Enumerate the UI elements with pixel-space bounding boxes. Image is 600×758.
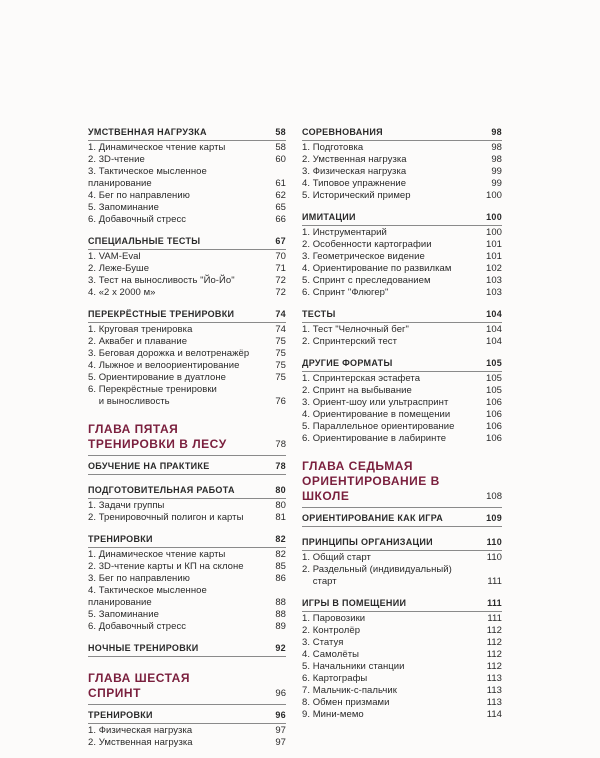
entry-page-number: 88 [275,597,286,608]
entry-page-number: 99 [491,178,502,189]
section-page-number: 58 [275,127,286,137]
toc-entry[interactable] [302,166,502,178]
toc-entry[interactable] [302,552,502,564]
toc-entry[interactable] [302,637,502,649]
entry-title: 6. Спринт "Флюгер" [302,287,389,298]
section-page-number: 67 [275,236,286,246]
toc-entry[interactable] [302,685,502,697]
toc-entry[interactable] [88,360,286,372]
entry-page-number: 98 [491,154,502,165]
toc-column-left [88,126,286,758]
entry-page-number: 71 [275,263,286,274]
entry-title: 5. Ориентирование в дуатлоне [88,372,226,383]
divider [88,249,286,250]
entry-page-number: 81 [275,512,286,523]
toc-entry[interactable] [302,709,502,721]
toc-section [88,235,286,299]
toc-entry[interactable] [88,178,286,190]
section-heading[interactable] [88,709,286,721]
entry-page-number: 106 [485,421,502,432]
entry-page-number: 97 [275,725,286,736]
entry-page-number: 106 [485,397,502,408]
entry-page-number: 74 [275,324,286,335]
section-title: УМСТВЕННАЯ НАГРУЗКА [88,127,207,137]
entry-page-number: 66 [275,214,286,225]
section-title: НОЧНЫЕ ТРЕНИРОВКИ [88,643,199,653]
toc-column-right [302,126,502,730]
entry-title: 2. Раздельный (индивидуальный) [302,564,452,575]
entry-title: 2. Контролёр [302,625,361,636]
toc-entry[interactable] [302,263,502,275]
section-page-number: 78 [275,461,286,471]
section-title: ПОДГОТОВИТЕЛЬНАЯ РАБОТА [88,485,235,495]
entry-page-number: 101 [485,251,502,262]
divider [88,322,286,323]
entry-page-number: 72 [275,287,286,298]
entry-page-number: 82 [275,549,286,560]
toc-entry[interactable] [302,661,502,673]
entry-page-number: 103 [485,287,502,298]
entry-title: 1. Подготовка [302,142,364,153]
chapter-label: ГЛАВА ШЕСТАЯ [88,671,190,685]
section-heading[interactable] [302,308,502,320]
toc-entry[interactable] [302,251,502,263]
entry-page-number: 75 [275,360,286,371]
section-heading[interactable] [302,597,502,609]
entry-title: планирование [88,178,152,189]
section-title: ИМИТАЦИИ [302,212,356,222]
section-page-number: 105 [486,358,502,368]
entry-page-number: 110 [486,552,502,563]
entry-title: 2. Спринт на выбывание [302,385,412,396]
toc-entry[interactable] [302,625,502,637]
toc-entry[interactable] [302,649,502,661]
entry-title: 6. Добавочный стресс [88,214,187,225]
toc-entry[interactable] [88,512,286,524]
section-heading[interactable] [302,126,502,138]
entry-page-number: 111 [487,613,502,624]
entry-title: 6. Перекрёстные тренировки [88,384,217,395]
toc-entry[interactable] [88,396,286,408]
entry-page-number: 75 [275,372,286,383]
entry-title: 4. Типовое упражнение [302,178,407,189]
entry-page-number: 80 [275,500,286,511]
entry-title: 5. Спринт с преследованием [302,275,431,286]
entry-title: 4. Ориентирование в помещении [302,409,451,420]
entry-title: 5. Запоминание [88,202,159,213]
section-title: ТРЕНИРОВКИ [88,710,153,720]
entry-title: 3. Ориент-шоу или ультраспринт [302,397,449,408]
entry-title: 5. Параллельное ориентирование [302,421,455,432]
entry-title: планирование [88,597,152,608]
toc-entry[interactable] [88,609,286,621]
entry-page-number: 76 [275,396,286,407]
chapter-page-number: 78 [275,439,286,450]
toc-entry[interactable] [88,336,286,348]
toc-entry[interactable] [88,251,286,263]
entry-page-number: 112 [486,649,502,660]
entry-title: 2. 3D-чтение карты и КП на склоне [88,561,244,572]
entry-title: 1. Физическая нагрузка [88,725,193,736]
section-title: ТРЕНИРОВКИ [88,534,153,544]
toc-entry[interactable] [88,263,286,275]
entry-page-number: 113 [486,697,502,708]
chapter-label: ГЛАВА ПЯТАЯ [88,422,179,436]
divider [88,474,286,475]
divider [302,140,502,141]
entry-page-number: 104 [485,336,502,347]
entry-page-number: 88 [275,609,286,620]
entry-title: 2. Аквабег и плавание [88,336,188,347]
toc-section [88,709,286,749]
toc-section [88,642,286,657]
toc-entry[interactable] [88,725,286,737]
section-page-number: 92 [275,643,286,653]
entry-page-number: 75 [275,348,286,359]
toc-entry[interactable] [302,385,502,397]
toc-entry[interactable] [88,573,286,585]
section-page-number: 80 [275,485,286,495]
chapter-label: ГЛАВА СЕДЬМАЯ [302,459,413,473]
toc-entry[interactable] [88,190,286,202]
section-title: СПЕЦИАЛЬНЫЕ ТЕСТЫ [88,236,201,246]
entry-page-number: 112 [486,637,502,648]
section-heading[interactable] [88,460,286,472]
toc-entry[interactable] [302,564,502,576]
section-title: СОРЕВНОВАНИЯ [302,127,383,137]
toc-entry[interactable] [88,142,286,154]
section-page-number: 104 [486,309,502,319]
entry-page-number: 104 [485,324,502,335]
toc-entry[interactable] [302,336,502,348]
toc-entry[interactable] [88,287,286,299]
entry-title: 4. Тактическое мысленное [88,585,207,596]
entry-title: 2. Умственная нагрузка [88,737,193,748]
section-page-number: 109 [486,513,502,523]
section-page-number: 74 [275,309,286,319]
entry-title: 8. Обмен призмами [302,697,390,708]
entry-title: 6. Картографы [302,673,368,684]
toc-entry[interactable] [302,227,502,239]
entry-page-number: 62 [275,190,286,201]
toc-section [302,357,502,445]
toc-entry[interactable] [88,372,286,384]
toc-section [302,308,502,348]
section-page-number: 96 [275,710,286,720]
toc-entry[interactable] [88,154,286,166]
entry-page-number: 86 [275,573,286,584]
entry-title: 1. Спринтерская эстафета [302,373,421,384]
toc-entry[interactable] [302,397,502,409]
toc-section [88,484,286,524]
toc-section [302,126,502,202]
divider [88,723,286,724]
toc-entry[interactable] [302,324,502,336]
toc-entry[interactable] [302,275,502,287]
toc-entry[interactable] [302,239,502,251]
section-heading[interactable] [302,512,502,524]
toc-entry[interactable] [88,561,286,573]
entry-title: 2. Умственная нагрузка [302,154,407,165]
toc-entry[interactable] [302,576,502,588]
entry-title: 2. Спринтерский тест [302,336,398,347]
entry-title: и выносливость [88,396,170,407]
section-title: ИГРЫ В ПОМЕЩЕНИИ [302,598,407,608]
toc-entry[interactable] [88,275,286,287]
entry-title: 3. Геометрическое видение [302,251,425,262]
toc-section [302,536,502,588]
toc-entry[interactable] [88,500,286,512]
toc-entry[interactable] [302,673,502,685]
section-title: ДРУГИЕ ФОРМАТЫ [302,358,393,368]
section-title: ТЕСТЫ [302,309,336,319]
entry-page-number: 113 [486,673,502,684]
entry-page-number: 61 [275,178,286,189]
chapter-title: ОРИЕНТИРОВАНИЕ В ШКОЛЕ [302,474,440,503]
entry-title: 4. Лыжное и велоориентирование [88,360,240,371]
divider [88,455,286,456]
entry-title: 1. Общий старт [302,552,371,563]
section-title: ОРИЕНТИРОВАНИЕ КАК ИГРА [302,513,444,523]
toc-entry[interactable] [302,190,502,202]
divider [302,611,502,612]
toc-entry[interactable] [302,287,502,299]
entry-page-number: 97 [275,737,286,748]
toc-entry[interactable] [88,585,286,597]
entry-page-number: 85 [275,561,286,572]
section-title: ПЕРЕКРЁСТНЫЕ ТРЕНИРОВКИ [88,309,235,319]
toc-section [302,211,502,299]
entry-title: 5. Исторический пример [302,190,411,201]
divider [88,547,286,548]
toc-section [88,460,286,475]
entry-title: 6. Добавочный стресс [88,621,187,632]
section-page-number: 82 [275,534,286,544]
divider [88,704,286,705]
chapter-title: СПРИНТ [88,686,141,700]
chapter-page-number: 108 [486,491,502,502]
toc-entry[interactable] [302,697,502,709]
section-heading[interactable] [88,484,286,496]
chapter-title-row [88,437,286,452]
entry-page-number: 89 [275,621,286,632]
toc-entry[interactable] [302,154,502,166]
divider [302,526,502,527]
chapter-page-number: 96 [275,688,286,699]
divider [302,371,502,372]
section-heading[interactable] [88,308,286,320]
entry-page-number: 100 [485,190,502,201]
entry-title: 4. Бег по направлению [88,190,190,201]
entry-page-number: 98 [491,142,502,153]
entry-page-number: 70 [275,251,286,262]
entry-title: 2. 3D-чтение [88,154,145,165]
divider [302,322,502,323]
entry-title: 1. Паровозики [302,613,366,624]
entry-title: 2. Особенности картографии [302,239,432,250]
divider [302,225,502,226]
entry-title: 5. Запоминание [88,609,159,620]
entry-title: 1. Тест "Челночный бег" [302,324,409,335]
toc-entry[interactable] [88,202,286,214]
entry-title: 3. Физическая нагрузка [302,166,407,177]
section-heading[interactable] [88,533,286,545]
entry-page-number: 100 [485,227,502,238]
entry-page-number: 106 [485,409,502,420]
entry-title: 1. VAM-Eval [88,251,141,262]
entry-page-number: 114 [486,709,502,720]
entry-title: 9. Мини-мемо [302,709,364,720]
toc-entry[interactable] [302,373,502,385]
entry-page-number: 103 [485,275,502,286]
toc-section [302,597,502,721]
section-heading[interactable] [88,235,286,247]
section-title: ПРИНЦИПЫ ОРГАНИЗАЦИИ [302,537,433,547]
section-heading[interactable] [88,126,286,138]
entry-page-number: 58 [275,142,286,153]
toc-section [88,126,286,226]
toc-entry[interactable] [302,142,502,154]
entry-title: 1. Динамическое чтение карты [88,549,226,560]
entry-title: 3. Бег по направлению [88,573,190,584]
divider [302,507,502,508]
toc-entry[interactable] [88,621,286,633]
entry-title: 3. Тест на выносливость "Йо-Йо" [88,275,235,286]
entry-page-number: 106 [485,433,502,444]
entry-title: 1. Динамическое чтение карты [88,142,226,153]
entry-title: 2. Леже-Буше [88,263,150,274]
entry-page-number: 102 [485,263,502,274]
entry-page-number: 105 [485,373,502,384]
entry-title: 1. Задачи группы [88,500,165,511]
entry-title: 1. Круговая тренировка [88,324,193,335]
toc-entry[interactable] [302,421,502,433]
section-page-number: 110 [486,537,502,547]
toc-section [88,533,286,633]
chapter-heading[interactable] [88,671,286,705]
entry-page-number: 72 [275,275,286,286]
entry-page-number: 113 [486,685,502,696]
section-heading[interactable] [302,211,502,223]
entry-title: 4. Ориентирование по развилкам [302,263,452,274]
entry-title: 3. Статуя [302,637,344,648]
chapter-title: ТРЕНИРОВКИ В ЛЕСУ [88,437,227,451]
entry-title: 7. Мальчик-с-пальчик [302,685,397,696]
toc-entry[interactable] [88,166,286,178]
toc-entry[interactable] [302,178,502,190]
section-heading[interactable] [302,357,502,369]
toc-entry[interactable] [88,324,286,336]
entry-page-number: 105 [485,385,502,396]
section-page-number: 111 [487,598,502,608]
entry-title: 2. Тренировочный полигон и карты [88,512,244,523]
entry-title: старт [302,576,337,587]
entry-page-number: 101 [485,239,502,250]
entry-title: 1. Инструментарий [302,227,387,238]
section-page-number: 98 [491,127,502,137]
chapter-title-row [302,474,502,504]
entry-title: 6. Ориентирование в лабиринте [302,433,447,444]
divider [88,656,286,657]
toc-entry[interactable] [88,597,286,609]
entry-page-number: 99 [491,166,502,177]
section-heading[interactable] [88,642,286,654]
toc-section [88,308,286,408]
entry-title: 3. Тактическое мысленное [88,166,207,177]
toc-entry[interactable] [88,549,286,561]
entry-page-number: 65 [275,202,286,213]
section-heading[interactable] [302,536,502,548]
divider [302,550,502,551]
divider [88,140,286,141]
toc-entry[interactable] [88,348,286,360]
chapter-heading[interactable] [88,422,286,456]
entry-page-number: 112 [486,625,502,636]
toc-section [302,512,502,527]
toc-entry[interactable] [302,613,502,625]
entry-title: 4. Самолёты [302,649,359,660]
toc-entry[interactable] [88,737,286,749]
toc-entry[interactable] [302,433,502,445]
toc-entry[interactable] [88,214,286,226]
entry-page-number: 60 [275,154,286,165]
entry-page-number: 111 [487,576,502,587]
toc-entry[interactable] [88,384,286,396]
section-title: ОБУЧЕНИЕ НА ПРАКТИКЕ [88,461,210,471]
entry-title: 4. «2 х 2000 м» [88,287,156,298]
entry-title: 3. Беговая дорожка и велотренажёр [88,348,250,359]
entry-page-number: 112 [486,661,502,672]
entry-page-number: 75 [275,336,286,347]
entry-title: 5. Начальники станции [302,661,405,672]
divider [88,498,286,499]
section-page-number: 100 [486,212,502,222]
chapter-title-row [88,686,286,701]
toc-entry[interactable] [302,409,502,421]
chapter-heading[interactable] [302,459,502,508]
